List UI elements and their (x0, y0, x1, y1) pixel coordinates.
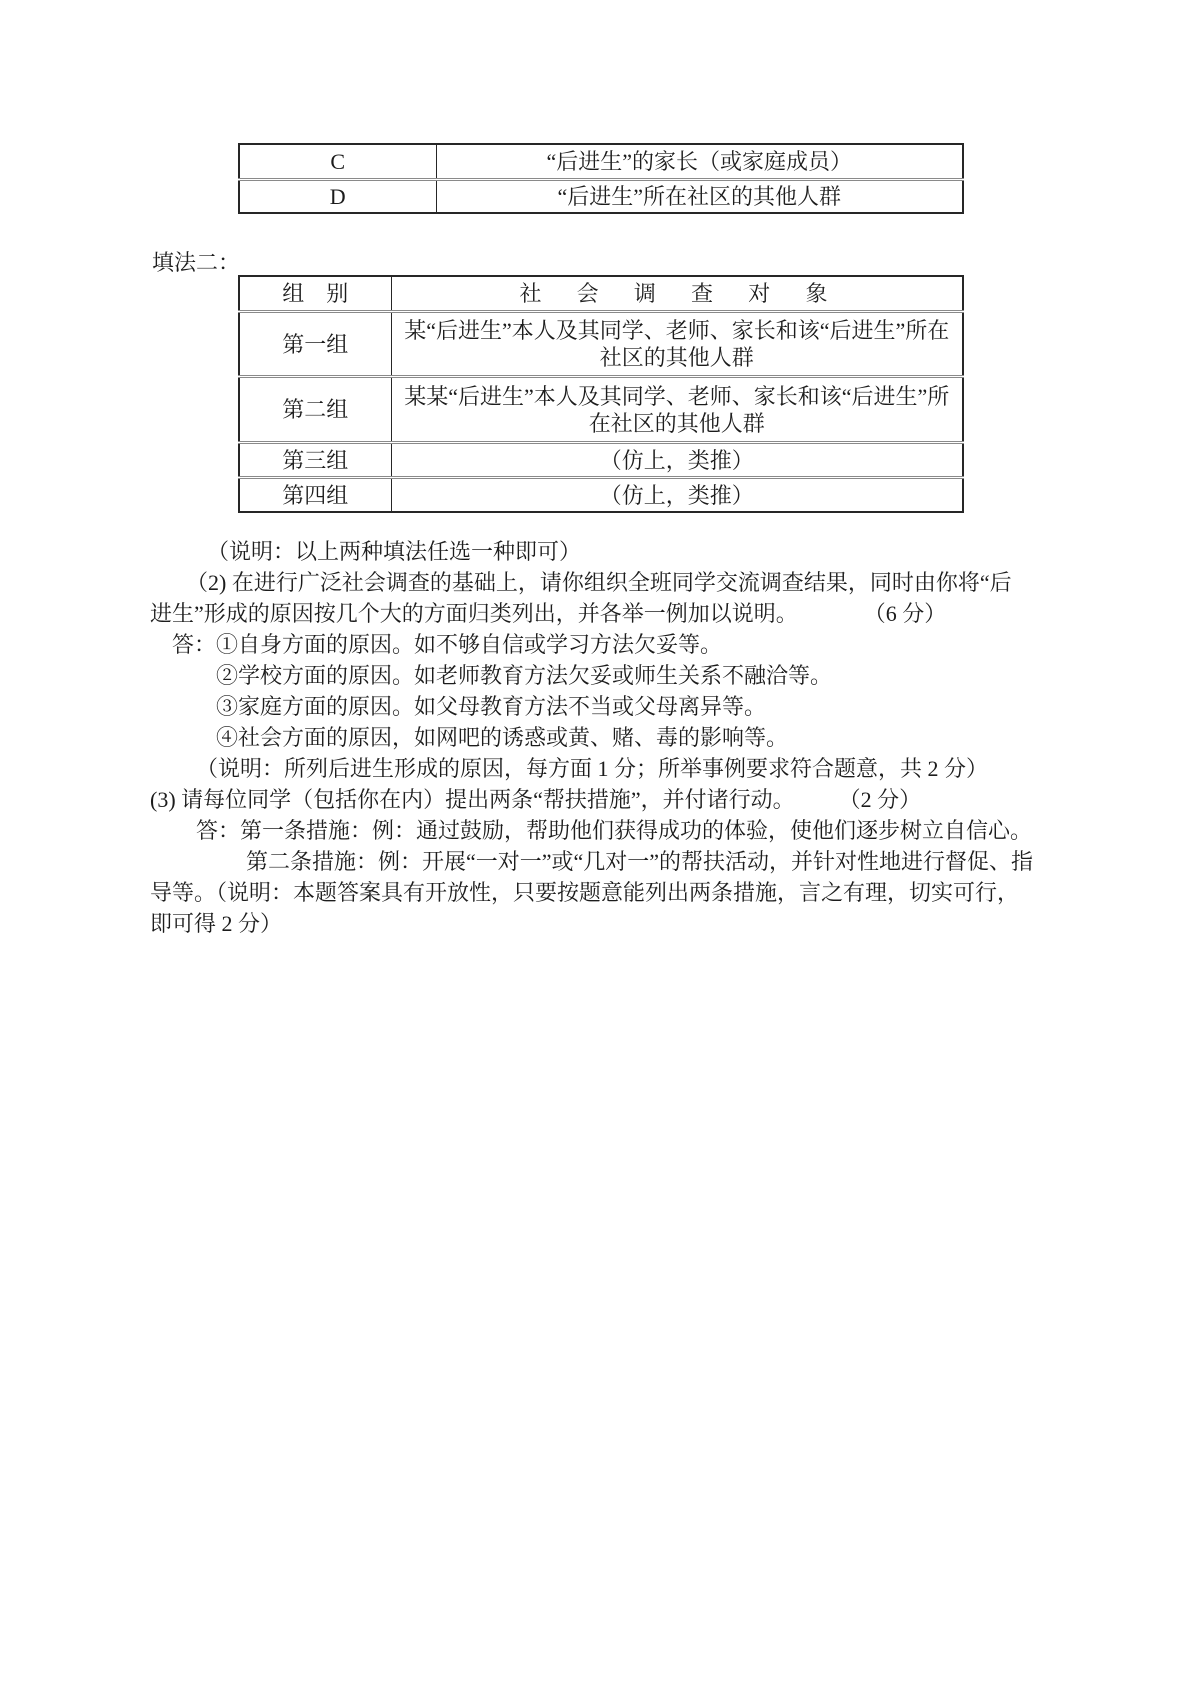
header-group: 组 别 (239, 276, 391, 312)
text-line-answer-reason2: ②学校方面的原因。如老师教育方法欠妥或师生关系不融洽等。 (216, 663, 833, 688)
table-row (239, 312, 963, 377)
cell-survey-target: “后进生”的家长（或家庭成员） (436, 144, 963, 180)
text-line-note-scoring: （说明：所列后进生形成的原因，每方面 1 分；所举事例要求符合题意，共 2 分） (196, 756, 989, 781)
table-method1-continued (238, 143, 964, 214)
text-line-note-method-choice: （说明：以上两种填法任选一种即可） (207, 539, 582, 564)
cell-group-label: C (239, 144, 436, 180)
text-line-q2: （2) 在进行广泛社会调查的基础上，请你组织全班同学交流调查结果，同时由你将“后 (186, 570, 1012, 595)
header-survey-target: 社 会 调 查 对 象 (391, 276, 963, 312)
table-row (239, 377, 963, 443)
cell-group-label: 第四组 (239, 478, 391, 513)
text-line-answer-reason4: ④社会方面的原因，如网吧的诱惑或黄、赌、毒的影响等。 (216, 725, 789, 750)
text-line-measure2-cont: 导等。（说明：本题答案具有开放性，只要按题意能列出两条措施，言之有理，切实可行， (150, 880, 1020, 905)
cell-survey-target: “后进生”所在社区的其他人群 (436, 180, 963, 214)
table-row (239, 443, 963, 478)
text-line-q3: (3) 请每位同学（包括你在内）提出两条“帮扶措施”，并付诸行动。 （2 分） (150, 787, 922, 812)
table-header-row (239, 276, 963, 312)
text-line-answer-reason1: 答：①自身方面的原因。如不够自信或学习方法欠妥等。 (172, 632, 723, 657)
cell-survey-target: 某“后进生”本人及其同学、老师、家长和该“后进生”所在社区的其他人群 (391, 312, 963, 377)
table-row (239, 180, 963, 214)
table-row (239, 144, 963, 180)
cell-group-label: D (239, 180, 436, 214)
table-method2 (238, 275, 964, 513)
text-line-q2-cont: 进生”形成的原因按几个大的方面归类列出，并各举一例加以说明。 （6 分） (150, 601, 947, 626)
cell-survey-target: （仿上，类推） (391, 443, 963, 478)
table-row (239, 478, 963, 513)
cell-survey-target: （仿上，类推） (391, 478, 963, 513)
cell-group-label: 第三组 (239, 443, 391, 478)
text-line-measure1: 答：第一条措施：例：通过鼓励，帮助他们获得成功的体验，使他们逐步树立自信心。 (196, 818, 1033, 843)
method2-heading: 填法二： (152, 250, 241, 275)
text-line-score-note-end: 即可得 2 分） (150, 911, 283, 936)
cell-survey-target: 某某“后进生”本人及其同学、老师、家长和该“后进生”所在社区的其他人群 (391, 377, 963, 443)
text-line-answer-reason3: ③家庭方面的原因。如父母教育方法不当或父母离异等。 (216, 694, 767, 719)
text-line-measure2: 第二条措施：例：开展“一对一”或“几对一”的帮扶活动，并针对性地进行督促、指 (246, 849, 1034, 874)
cell-group-label: 第二组 (239, 377, 391, 443)
cell-group-label: 第一组 (239, 312, 391, 377)
